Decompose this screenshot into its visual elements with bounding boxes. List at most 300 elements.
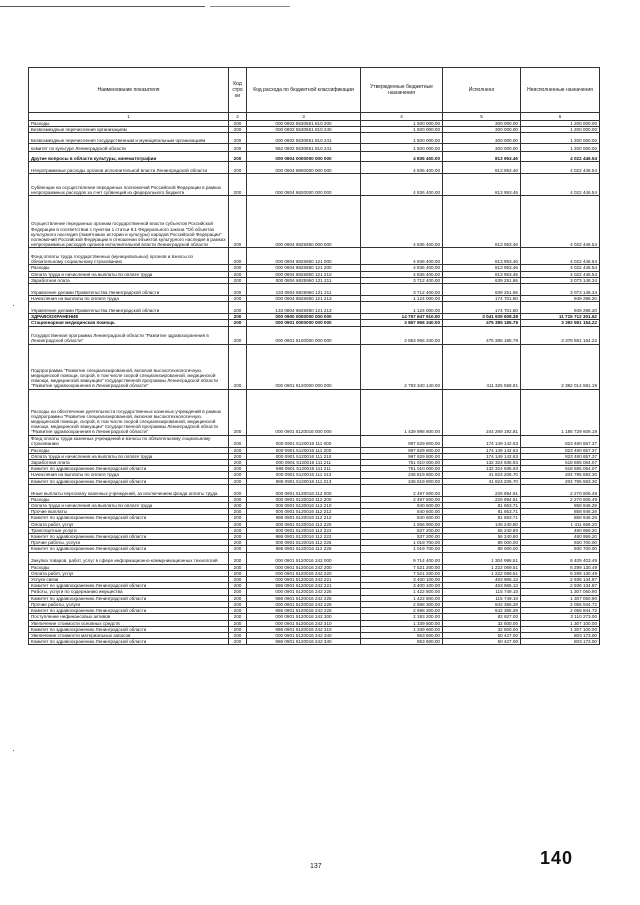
row-budget-code: 000 0901 5120016 112 226	[247, 540, 361, 546]
row-name: Комитет по здравоохранению Ленинградской области	[29, 626, 229, 632]
row-line-code: 200	[229, 583, 247, 589]
row-approved: 3 853 966 340.00	[361, 326, 443, 344]
row-line-code: 200	[229, 503, 247, 509]
column-number: 1	[29, 113, 229, 121]
row-line-code: 200	[229, 608, 247, 614]
row-executed: 50 427.00	[443, 632, 521, 638]
row-executed: 300 000.00	[443, 144, 521, 152]
row-name: Оплата труда и начисления на выплаты по оплате труда	[29, 271, 229, 277]
row-approved: 840 600.00	[361, 515, 443, 521]
row-executed: 174 149 142.63	[443, 435, 521, 447]
row-executed: 475 385 185.78	[443, 326, 521, 344]
row-name: Оплата работ, услуг	[29, 570, 229, 576]
row-unexecuted: 618 685 064.07	[521, 460, 600, 466]
row-unexecuted: 4 022 446.54	[521, 248, 600, 265]
row-unexecuted: 803 173.00	[521, 632, 600, 638]
row-unexecuted: 823 480 657.37	[521, 453, 600, 459]
row-line-code: 200	[229, 552, 247, 564]
row-budget-code: 000 0901 5120016 242 340	[247, 632, 361, 638]
table-row	[29, 632, 600, 638]
table-row	[29, 326, 600, 344]
column-number: 2	[229, 113, 247, 121]
row-budget-code: 986 0901 5120016 242 310	[247, 626, 361, 632]
row-line-code: 200	[229, 196, 247, 248]
row-budget-code: 000 0804 6825950 000 000	[247, 196, 361, 248]
row-unexecuted: 2 382 014 581.19	[521, 344, 600, 389]
row-executed: 81 653.71	[443, 503, 521, 509]
row-budget-code: 000 0901 5120016 242 226	[247, 601, 361, 607]
row-line-code: 200	[229, 564, 247, 570]
row-budget-code: 000 0804 6825950 121 200	[247, 265, 361, 271]
row-executed: 642 355.28	[443, 608, 521, 614]
top-rule	[0, 6, 205, 7]
row-budget-code: 000 0901 5120016 242 200	[247, 564, 361, 570]
row-executed: 32 500.00	[443, 620, 521, 626]
row-line-code: 200	[229, 314, 247, 320]
table-row	[29, 271, 600, 277]
row-budget-code: 986 0901 5120016 242 221	[247, 583, 361, 589]
row-approved: 3 400 100.00	[361, 583, 443, 589]
column-number: 3	[247, 113, 361, 121]
row-line-code: 200	[229, 546, 247, 552]
row-name: Безвозмездные перечисления организациям	[29, 127, 229, 133]
row-name: Работы, услуги по содержанию имущества	[29, 589, 229, 595]
row-line-code: 200	[229, 540, 247, 546]
table-row	[29, 608, 600, 614]
row-approved: 1 019 700.00	[361, 540, 443, 546]
row-unexecuted: 1 185 729 609.19	[521, 389, 600, 435]
row-executed: 174 149 142.63	[443, 447, 521, 453]
row-unexecuted: 1 307 100.00	[521, 620, 600, 626]
row-executed: 3 041 935 608.38	[443, 314, 521, 320]
row-name: Подпрограмма "Развитие специализированной, включая высокотехнологичную, медицинской помощи, скорой, в том числе скорой специализированной, медицинской помощи, медицинской эвакуации" государственной программы Ленинградской области "Развитие здравоохранения в Ленинградской области"	[29, 344, 229, 389]
row-budget-code: 000 0804 6825950 121 213	[247, 296, 361, 302]
table-row	[29, 152, 600, 162]
row-name: Расходы	[29, 121, 229, 127]
row-approved: 1 500 000.00	[361, 121, 443, 127]
row-name: Поступление нефинансовых активов	[29, 614, 229, 620]
row-unexecuted: 930 700.00	[521, 546, 600, 552]
row-budget-code: 000 0901 5120016 112 200	[247, 496, 361, 502]
table-row	[29, 620, 600, 626]
row-approved: 537 200.00	[361, 534, 443, 540]
row-unexecuted: 480 959.20	[521, 534, 600, 540]
row-name: Оплата работ, услуг	[29, 521, 229, 527]
row-executed: 81 653.71	[443, 515, 521, 521]
row-line-code: 200	[229, 515, 247, 521]
row-unexecuted: 858 946.29	[521, 503, 600, 509]
row-unexecuted: 858 946.29	[521, 509, 600, 515]
margin-mark: ·	[12, 745, 15, 755]
row-executed: 41 824 206.70	[443, 478, 521, 484]
row-name: Заработная плата	[29, 277, 229, 283]
row-name: Прочие выплаты	[29, 509, 229, 515]
row-unexecuted: 2 110 273.00	[521, 614, 600, 620]
page-number: 137	[310, 863, 322, 870]
table-row	[29, 344, 600, 389]
row-budget-code: 000 0802 5530651 810 240	[247, 127, 361, 133]
row-line-code: 200	[229, 320, 247, 326]
row-name: ЗДРАВООХРАНЕНИЕ	[29, 314, 229, 320]
row-approved: 246 619 800.00	[361, 472, 443, 478]
row-name: Комитет по здравоохранению Ленинградской области	[29, 639, 229, 645]
row-budget-code: 986 0901 5120016 242 340	[247, 639, 361, 645]
column-number: 6	[521, 113, 600, 121]
row-executed: 56 240.80	[443, 534, 521, 540]
row-line-code: 200	[229, 277, 247, 283]
row-approved: 4 836 400.00	[361, 248, 443, 265]
row-line-code: 200	[229, 626, 247, 632]
row-executed: 642 355.28	[443, 601, 521, 607]
row-approved: 4 836 400.00	[361, 152, 443, 162]
row-approved: 14 757 647 910.00	[361, 314, 443, 320]
row-name: Субвенции на осуществление переданных полномочий Российской Федерации в рамках непрограммных расходов за счет субвенций из федерального бюджета	[29, 174, 229, 196]
row-line-code: 200	[229, 601, 247, 607]
row-approved: 997 629 800.00	[361, 447, 443, 453]
row-unexecuted: 204 795 593.30	[521, 478, 600, 484]
row-line-code: 200	[229, 326, 247, 344]
row-unexecuted: 1 200 000.00	[521, 121, 600, 127]
row-line-code: 200	[229, 174, 247, 196]
table-row	[29, 144, 600, 152]
row-line-code: 200	[229, 521, 247, 527]
row-executed: 226 894.51	[443, 496, 521, 502]
row-line-code: 200	[229, 162, 247, 174]
row-name: Стационарная медицинская помощь	[29, 320, 229, 326]
row-name: Комитет по здравоохранению Ленинградской области	[29, 608, 229, 614]
table-row	[29, 546, 600, 552]
row-line-code: 200	[229, 248, 247, 265]
row-executed: 226 894.51	[443, 484, 521, 496]
row-budget-code: 000 0901 5120016 112 210	[247, 503, 361, 509]
row-unexecuted: 3 392 581 154.22	[521, 320, 600, 326]
row-line-code: 200	[229, 121, 247, 127]
row-unexecuted: 823 480 657.37	[521, 447, 600, 453]
row-line-code: 200	[229, 144, 247, 152]
row-line-code: 200	[229, 614, 247, 620]
row-name: Другие вопросы в области культуры, кинематографии	[29, 152, 229, 162]
row-approved: 4 836 400.00	[361, 196, 443, 248]
row-approved: 840 600.00	[361, 503, 443, 509]
row-name: Управление делами Правительства Ленинградской области	[29, 284, 229, 296]
row-executed: 174 701.80	[443, 296, 521, 302]
row-unexecuted: 480 959.20	[521, 527, 600, 533]
table-row	[29, 552, 600, 564]
row-approved: 1 500 000.00	[361, 133, 443, 144]
row-unexecuted: 4 022 446.54	[521, 271, 600, 277]
row-approved: 853 600.00	[361, 632, 443, 638]
row-approved: 4 836 400.00	[361, 174, 443, 196]
row-executed: 145 240.80	[443, 521, 521, 527]
row-line-code: 200	[229, 527, 247, 533]
row-approved: 2 698 300.00	[361, 608, 443, 614]
row-budget-code: 000 0901 5120016 242 225	[247, 589, 361, 595]
row-executed: 115 749.10	[443, 589, 521, 595]
row-unexecuted: 1 200 000.00	[521, 127, 600, 133]
row-line-code: 200	[229, 453, 247, 459]
budget-execution-table	[28, 67, 600, 645]
row-name: Увеличение стоимости материальных запасов	[29, 632, 229, 638]
row-approved: 2 193 200.00	[361, 614, 443, 620]
row-unexecuted: 11 715 712 301.62	[521, 314, 600, 320]
table-row	[29, 453, 600, 459]
row-approved: 2 698 300.00	[361, 601, 443, 607]
row-approved: 9 714 400.00	[361, 552, 443, 564]
row-line-code: 200	[229, 496, 247, 502]
row-executed: 244 269 192.81	[443, 389, 521, 435]
row-budget-code: 000 0804 0000000 000 000	[247, 152, 361, 162]
table-row	[29, 503, 600, 509]
row-executed: 300 000.00	[443, 127, 521, 133]
row-unexecuted: 618 685 064.07	[521, 466, 600, 472]
row-name: Комитет по здравоохранению Ленинградской области	[29, 546, 229, 552]
row-unexecuted: 2 936 134.87	[521, 577, 600, 583]
row-executed: 463 965.13	[443, 577, 521, 583]
row-approved: 997 629 800.00	[361, 453, 443, 459]
row-name: Прочие работы, услуги	[29, 601, 229, 607]
header-approved: Утвержденные бюджетные назначения	[361, 68, 443, 113]
row-line-code: 200	[229, 302, 247, 314]
header-unexecuted: Неисполненные назначения	[521, 68, 600, 113]
row-budget-code: 000 0804 6820000 000 000	[247, 174, 361, 196]
row-line-code: 200	[229, 534, 247, 540]
row-unexecuted: 823 480 657.37	[521, 435, 600, 447]
row-approved: 2 793 340 140.00	[361, 344, 443, 389]
row-unexecuted: 1 411 659.20	[521, 521, 600, 527]
row-line-code: 200	[229, 639, 247, 645]
row-line-code: 200	[229, 296, 247, 302]
row-budget-code: 986 0901 5120016 242 225	[247, 595, 361, 601]
row-approved: 840 600.00	[361, 509, 443, 515]
row-unexecuted: 949 298.20	[521, 296, 600, 302]
row-approved: 1 124 000.00	[361, 296, 443, 302]
row-unexecuted: 2 270 605.49	[521, 484, 600, 496]
header-indicator-name: Наименование показателя	[29, 68, 229, 113]
row-approved: 537 200.00	[361, 527, 443, 533]
row-name: Комитет по здравоохранению Ленинградской области	[29, 595, 229, 601]
row-unexecuted: 204 795 593.30	[521, 472, 600, 478]
row-approved: 751 010 000.00	[361, 466, 443, 472]
table-row	[29, 466, 600, 472]
row-name: Расходы	[29, 265, 229, 271]
row-name: Услуги связи	[29, 577, 229, 583]
row-line-code: 200	[229, 589, 247, 595]
table-row	[29, 196, 600, 248]
row-line-code: 200	[229, 127, 247, 133]
row-line-code: 200	[229, 484, 247, 496]
row-budget-code: 000 0901 5120016 111 200	[247, 447, 361, 453]
row-line-code: 200	[229, 271, 247, 277]
row-unexecuted: 1 307 050.90	[521, 595, 600, 601]
row-line-code: 200	[229, 509, 247, 515]
row-executed: 813 953.46	[443, 271, 521, 277]
row-approved: 751 010 000.00	[361, 460, 443, 466]
row-budget-code: 000 0901 5120016 112 000	[247, 484, 361, 496]
row-approved: 1 124 000.00	[361, 302, 443, 314]
row-executed: 132 324 935.93	[443, 466, 521, 472]
row-budget-code: 000 0804 6825950 121 210	[247, 271, 361, 277]
row-unexecuted: 4 022 446.54	[521, 174, 600, 196]
row-executed: 50 427.00	[443, 639, 521, 645]
row-line-code: 200	[229, 265, 247, 271]
row-name: Транспортные услуги	[29, 527, 229, 533]
table-row	[29, 284, 600, 296]
row-unexecuted: 2 055 944.72	[521, 608, 600, 614]
column-number: 5	[443, 113, 521, 121]
row-approved: 1 339 600.00	[361, 620, 443, 626]
row-budget-code: 000 0901 5120016 111 210	[247, 453, 361, 459]
row-line-code: 200	[229, 595, 247, 601]
row-approved: 1 422 800.00	[361, 595, 443, 601]
row-name: Расходы на обеспечение деятельности государственных казенных учреждений в рамках подпрограммы "Развитие специализированной, включая высокотехнологичную, медицинской помощи, скорой, в том числе скорой специализированной, медицинской помощи, медицинской эвакуации" государственной программы Ленинградской области "Развитие здравоохранения в Ленинградской области"	[29, 389, 229, 435]
row-line-code: 200	[229, 389, 247, 435]
table-row	[29, 639, 600, 645]
row-approved: 3 712 400.00	[361, 277, 443, 283]
table-row	[29, 472, 600, 478]
row-budget-code: 133 0804 6825950 121 213	[247, 302, 361, 314]
table-row	[29, 296, 600, 302]
row-line-code: 200	[229, 577, 247, 583]
row-unexecuted: 4 022 446.54	[521, 265, 600, 271]
page-stamp-number: 140	[540, 848, 574, 868]
row-unexecuted: 1 307 050.90	[521, 589, 600, 595]
row-line-code: 200	[229, 620, 247, 626]
row-approved: 3 867 966 340.00	[361, 320, 443, 326]
row-executed: 300 000.00	[443, 121, 521, 127]
row-name: Начисления на выплаты по оплате труда	[29, 472, 229, 478]
row-executed: 32 500.00	[443, 626, 521, 632]
row-name: комитет по культуре Ленинградской области	[29, 144, 229, 152]
row-name: Управление делами Правительства Ленинградской области	[29, 302, 229, 314]
row-name: Государственная программа Ленинградской области "Развитие здравоохранения в Ленинградской области"	[29, 326, 229, 344]
row-unexecuted: 4 022 446.54	[521, 162, 600, 174]
row-executed: 813 953.46	[443, 248, 521, 265]
table-row	[29, 162, 600, 174]
column-number: 4	[361, 113, 443, 121]
row-unexecuted: 4 022 446.54	[521, 152, 600, 162]
row-unexecuted: 2 270 605.49	[521, 496, 600, 502]
table-row	[29, 389, 600, 435]
row-budget-code: 986 0901 5120016 111 213	[247, 478, 361, 484]
row-name: Комитет по здравоохранению Ленинградской области	[29, 466, 229, 472]
row-line-code: 200	[229, 632, 247, 638]
row-unexecuted: 1 307 100.00	[521, 626, 600, 632]
row-budget-code: 000 0901 5120016 111 213	[247, 472, 361, 478]
row-line-code: 200	[229, 460, 247, 466]
row-executed: 475 385 185.78	[443, 320, 521, 326]
row-executed: 813 953.46	[443, 174, 521, 196]
header-line-code: Код стро ки	[229, 68, 247, 113]
row-budget-code: 000 0901 5100000 000 000	[247, 326, 361, 344]
row-approved: 853 600.00	[361, 639, 443, 645]
row-executed: 813 953.46	[443, 196, 521, 248]
row-executed: 89 000.00	[443, 540, 521, 546]
row-budget-code: 000 0901 5120016 242 300	[247, 614, 361, 620]
row-executed: 813 953.46	[443, 265, 521, 271]
row-name: Фонд оплаты труда государственных (муниципальных) органов и взносы по обязательному социальному страхованию	[29, 248, 229, 265]
row-line-code: 200	[229, 344, 247, 389]
row-budget-code: 000 0901 5120016 111 211	[247, 460, 361, 466]
row-budget-code: 000 0802 5530651 810 200	[247, 121, 361, 127]
row-approved: 997 629 800.00	[361, 435, 443, 447]
row-budget-code: 000 0804 6825950 121 211	[247, 277, 361, 283]
row-executed: 82 927.00	[443, 614, 521, 620]
row-executed: 56 240.80	[443, 527, 521, 533]
row-name: Оплата труда и начисления на выплаты по оплате труда	[29, 503, 229, 509]
row-name: Расходы	[29, 447, 229, 453]
table-row	[29, 478, 600, 484]
row-name: Закупка товаров, работ, услуг в сфере информационно-коммуникационных технологий	[29, 552, 229, 564]
row-unexecuted: 2 936 134.87	[521, 583, 600, 589]
row-name: Заработная плата	[29, 460, 229, 466]
row-budget-code: 986 0901 5120016 242 226	[247, 608, 361, 614]
table-row	[29, 248, 600, 265]
row-name: Комитет по здравоохранению Ленинградской области	[29, 583, 229, 589]
row-name: Прочие работы, услуги	[29, 540, 229, 546]
row-name: Оплата труда и начисления на выплаты по оплате труда	[29, 453, 229, 459]
row-budget-code: 000 0900 0000000 000 000	[247, 314, 361, 320]
row-approved: 3 712 400.00	[361, 284, 443, 296]
row-line-code: 200	[229, 478, 247, 484]
row-executed: 463 965.13	[443, 583, 521, 589]
row-executed: 639 251.66	[443, 284, 521, 296]
table-row	[29, 127, 600, 133]
row-unexecuted: 930 700.00	[521, 540, 600, 546]
row-budget-code: 986 0901 5120016 112 222	[247, 534, 361, 540]
row-executed: 639 251.66	[443, 277, 521, 283]
row-executed: 89 000.00	[443, 546, 521, 552]
row-executed: 813 953.46	[443, 152, 521, 162]
row-approved: 1 500 000.00	[361, 127, 443, 133]
row-executed: 1 222 069.51	[443, 570, 521, 576]
row-line-code: 200	[229, 472, 247, 478]
header-executed: Исполнено	[443, 68, 521, 113]
top-rule-short	[210, 6, 290, 7]
table-row	[29, 595, 600, 601]
row-approved: 1 429 998 800.00	[361, 389, 443, 435]
row-line-code: 200	[229, 152, 247, 162]
row-unexecuted: 8 409 403.49	[521, 552, 600, 564]
row-budget-code: 000 0901 5120016 242 310	[247, 620, 361, 626]
row-unexecuted: 858 946.29	[521, 515, 600, 521]
header-budget-code: Код расхода по бюджетной классификации	[247, 68, 361, 113]
row-approved: 1 556 900.00	[361, 521, 443, 527]
table-row	[29, 534, 600, 540]
row-budget-code: 986 0901 5120016 112 212	[247, 515, 361, 521]
row-line-code: 200	[229, 435, 247, 447]
row-executed: 1 222 069.51	[443, 564, 521, 570]
row-line-code: 200	[229, 133, 247, 144]
row-name: Иные выплаты персоналу казенных учреждений, за исключением фонда оплаты труда	[29, 484, 229, 496]
row-line-code: 200	[229, 570, 247, 576]
table-row	[29, 626, 600, 632]
row-budget-code: 000 0901 5120000 000 000	[247, 344, 361, 389]
row-budget-code: 000 0802 5530651 810 241	[247, 133, 361, 144]
row-approved: 2 497 500.00	[361, 484, 443, 496]
row-executed: 300 000.00	[443, 133, 521, 144]
row-approved: 1 339 600.00	[361, 626, 443, 632]
row-executed: 813 953.46	[443, 162, 521, 174]
margin-mark: ·	[12, 300, 15, 310]
row-budget-code: 000 0901 5120016 112 212	[247, 509, 361, 515]
row-executed: 81 653.71	[443, 509, 521, 515]
table-row	[29, 583, 600, 589]
row-executed: 411 325 558.81	[443, 344, 521, 389]
table-row	[29, 515, 600, 521]
row-unexecuted: 3 073 148.34	[521, 284, 600, 296]
table-row	[29, 320, 600, 326]
row-executed: 41 824 206.70	[443, 472, 521, 478]
